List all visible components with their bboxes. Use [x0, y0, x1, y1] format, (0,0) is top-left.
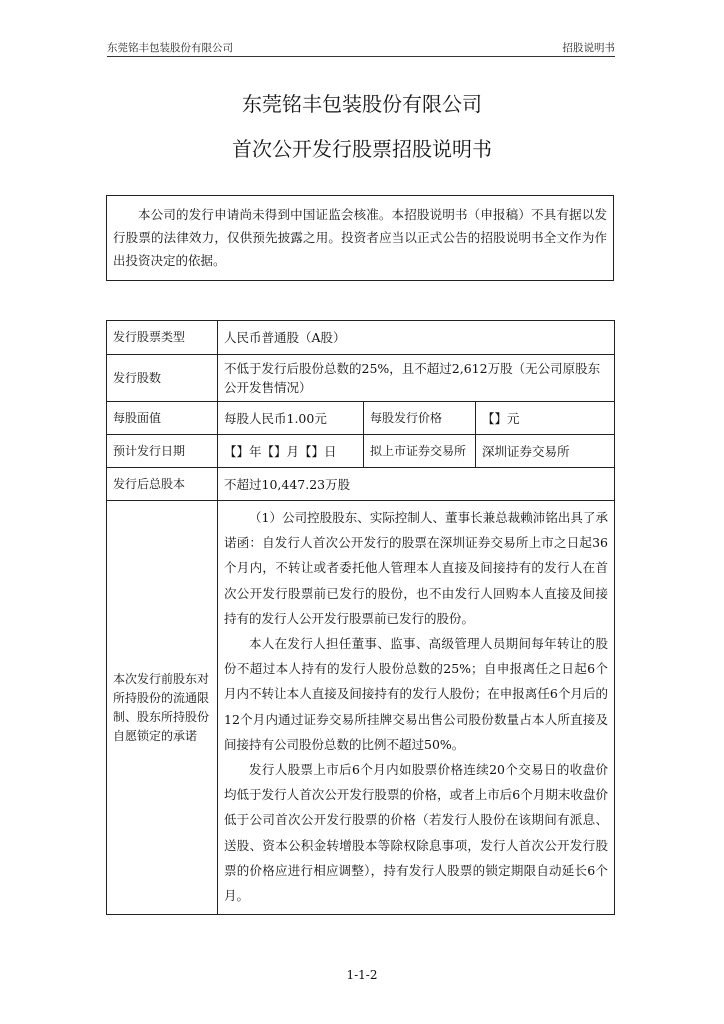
- stock-type-value: 人民币普通股（A股）: [218, 321, 615, 355]
- table-row: [107, 501, 615, 915]
- par-value-value: 每股人民币1.00元: [218, 402, 364, 435]
- table-row: [107, 468, 615, 501]
- table-row: [107, 435, 615, 468]
- share-count-label: 发行股数: [107, 355, 218, 402]
- par-value-label: 每股面值: [107, 402, 218, 435]
- total-shares-value: 不超过10,447.23万股: [218, 468, 615, 501]
- offering-info-table: [106, 320, 615, 915]
- page-number: 1-1-2: [346, 968, 378, 982]
- issue-date-value: 【】年【】月【】日: [218, 435, 364, 468]
- table-row: [107, 402, 615, 435]
- share-count-value: 不低于发行后股份总数的25%，且不超过2,612万股（无公司原股东公开发售情况）: [218, 355, 615, 402]
- table-row: [107, 321, 615, 355]
- lockup-paragraph-2: 本人在发行人担任董事、监事、高级管理人员期间每年转让的股份不超过本人持有的发行人股份总数的25%；自申报离任之日起6个月内不转让本人直接及间接持有的发行人股份；在申报离任6个月后的12个月内通过证券交易所挂牌交易出售公司股份数量占本人所直接及间接持有公司股份总数的比例不超过50%。: [224, 636, 608, 752]
- lockup-commitment: [218, 501, 615, 915]
- header-company: 东莞铭丰包装股份有限公司: [107, 42, 233, 54]
- exchange-value: 深圳证券交易所: [476, 435, 615, 468]
- page-header: [107, 38, 615, 57]
- lockup-paragraph-3: 发行人股票上市后6个月内如股票价格连续20个交易日的收盘价均低于发行人首次公开发行股票的价格，或者上市后6个月期末收盘价低于公司首次公开发行股票的价格（若发行人股份在该期间有派息、送股、资本公积金转增股本等除权除息事项，发行人首次公开发行股票的价格应进行相应调整），持有发行人股票的锁定期限自动延长6个月。: [224, 762, 608, 904]
- issue-price-value: 【】元: [476, 402, 615, 435]
- issue-price-label: 每股发行价格: [364, 402, 476, 435]
- table-row: [107, 355, 615, 402]
- lockup-label: 本次发行前股东对所持股份的流通限制、股东所持股份自愿锁定的承诺: [107, 501, 218, 915]
- header-doc-type: 招股说明书: [562, 42, 615, 54]
- total-shares-label: 发行后总股本: [107, 468, 218, 501]
- lockup-paragraph-1: （1）公司控股股东、实际控制人、董事长兼总裁赖沛铭出具了承诺函：自发行人首次公开发行的股票在深圳证券交易所上市之日起36个月内，不转让或者委托他人管理本人直接及间接持有的发行人在首次公开发行股票前已发行的股份，也不由发行人回购本人直接及间接持有的发行人公开发行股票前已发行的股份。: [224, 510, 608, 626]
- issue-date-label: 预计发行日期: [107, 435, 218, 468]
- notice-box: 本公司的发行申请尚未得到中国证监会核准。本招股说明书（申报稿）不具有据以发行股票的法律效力，仅供预先披露之用。投资者应当以正式公告的招股说明书全文作为作出投资决定的依据。: [106, 195, 614, 281]
- exchange-label: 拟上市证券交易所: [364, 435, 476, 468]
- stock-type-label: 发行股票类型: [107, 321, 218, 355]
- title-document: 首次公开发行股票招股说明书: [232, 137, 492, 161]
- title-company: 东莞铭丰包装股份有限公司: [242, 92, 482, 116]
